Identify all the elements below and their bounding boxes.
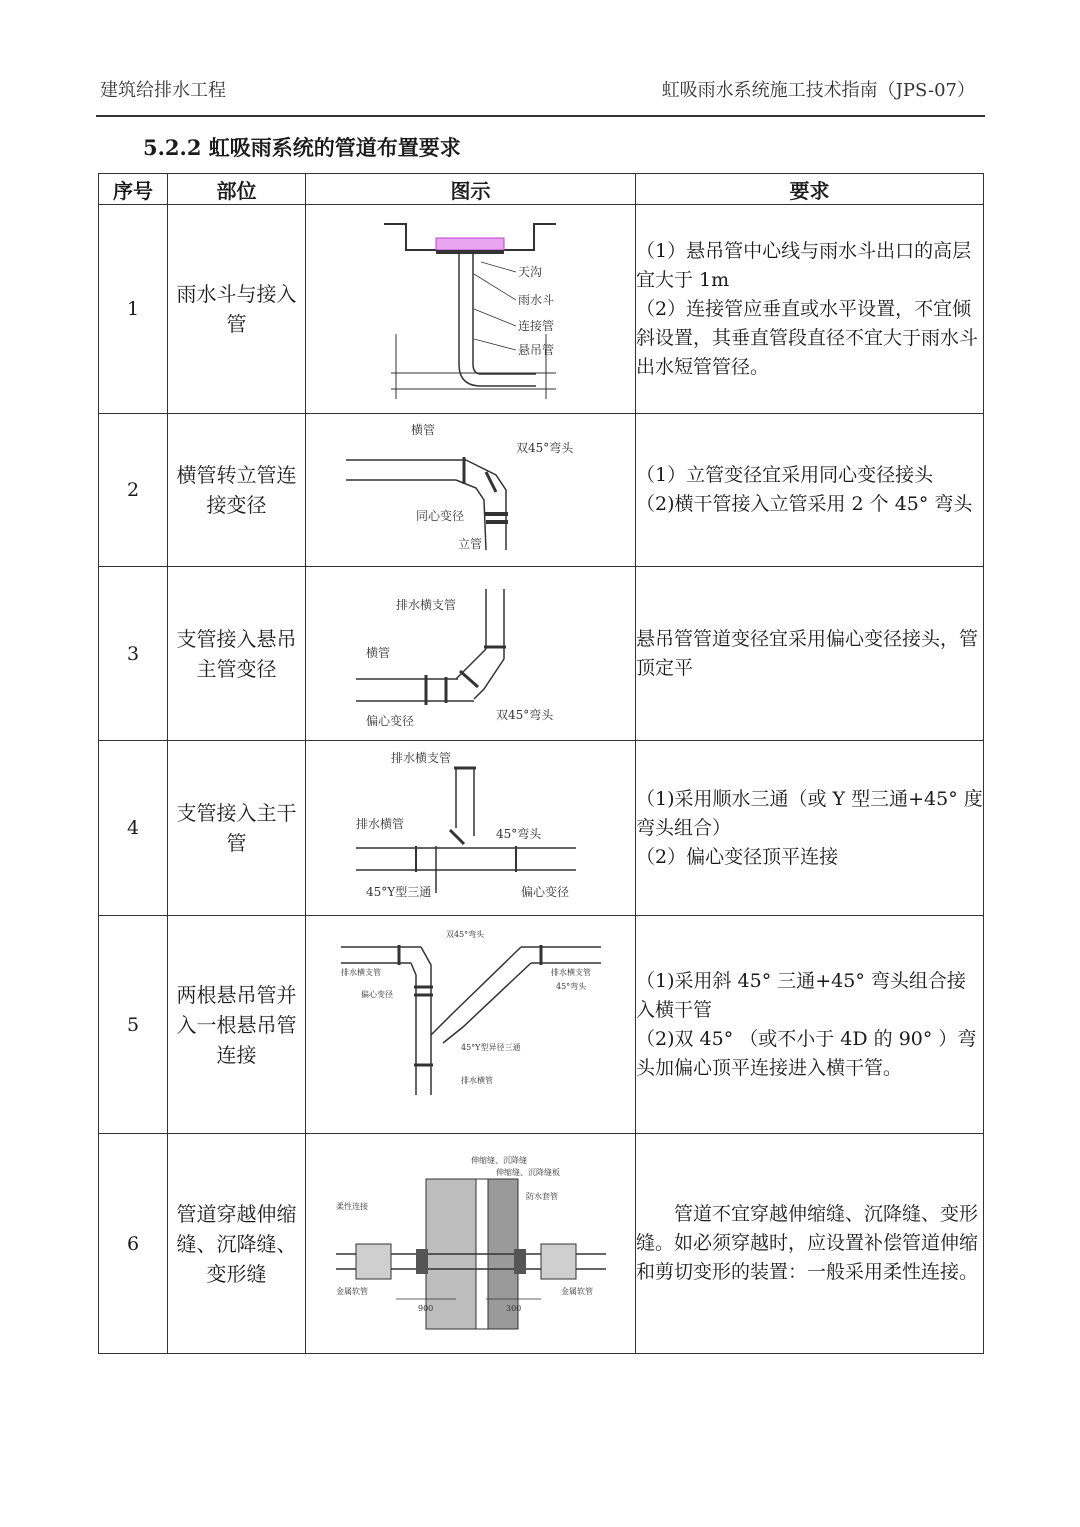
figure-label: 横管 bbox=[365, 645, 390, 660]
section-title: 5.2.2 虹吸雨系统的管道布置要求 bbox=[143, 135, 461, 160]
row-number: 5 bbox=[99, 916, 168, 1134]
figure-cell bbox=[306, 916, 636, 1134]
figure-label: 伸缩缝、沉降缝 bbox=[470, 1155, 527, 1165]
figure-label: 立管 bbox=[457, 537, 482, 551]
column-header-figure: 图示 bbox=[306, 174, 636, 205]
figure-label: 45°Y型异径三通 bbox=[460, 1042, 520, 1052]
figure-label: 连接管 bbox=[517, 319, 554, 333]
header-divider bbox=[96, 115, 985, 117]
figure-label: 45°弯头 bbox=[495, 827, 541, 841]
figure-label: 45°Y型三通 bbox=[365, 885, 431, 899]
requirement-text: （2）连接管应垂直或水平设置，不宜倾斜设置，其垂直管段直径不宜大于雨水斗出水短管管径。 bbox=[636, 297, 979, 378]
figure-label: 排水横支管 bbox=[390, 751, 451, 765]
requirement-text: （2)横干管接入立管采用 2 个 45° 弯头 bbox=[636, 493, 973, 515]
row-number: 6 bbox=[99, 1134, 168, 1354]
figure-cell bbox=[306, 414, 636, 567]
figure-label: 柔性连接 bbox=[335, 1201, 368, 1211]
figure-label: 金属软管 bbox=[335, 1286, 368, 1296]
figure-label: 双45°弯头 bbox=[515, 441, 573, 455]
header-right-title: 虹吸雨水系统施工技术指南（JPS-07） bbox=[661, 80, 975, 101]
column-header-num: 序号 bbox=[99, 174, 168, 205]
figure-cell bbox=[306, 567, 636, 741]
requirement-text: （1）立管变径宜采用同心变径接头 bbox=[636, 464, 934, 486]
layout-requirements-table bbox=[98, 173, 984, 1354]
figure-label: 悬吊管 bbox=[517, 343, 554, 357]
requirement-text: （2)双 45° （或不小于 4D 的 90° ）弯头加偏心顶平连接进入横干管。 bbox=[636, 1027, 977, 1079]
requirement-text: 管道不宜穿越伸缩缝、沉降缝、变形缝。如必须穿越时，应设置补偿管道伸缩和剪切变形的装置：一般采用柔性连接。 bbox=[636, 1203, 979, 1283]
row-number: 1 bbox=[99, 205, 168, 414]
row-number: 4 bbox=[99, 741, 168, 916]
requirement-cell bbox=[636, 916, 984, 1134]
requirement-text: （1)采用顺水三通（或 Y 型三通+45° 度弯头组合） bbox=[636, 787, 983, 839]
figure-label: 天沟 bbox=[517, 265, 542, 279]
column-header-requirement: 要求 bbox=[636, 174, 984, 205]
figure-cell bbox=[306, 741, 636, 916]
requirement-cell bbox=[636, 1134, 984, 1354]
table-row bbox=[99, 567, 984, 741]
requirement-text: （1）悬吊管中心线与雨水斗出口的高层宜大于 1m bbox=[636, 239, 972, 291]
figure-label: 排水横支管 bbox=[395, 597, 456, 612]
requirement-text: （2）偏心变径顶平连接 bbox=[636, 845, 839, 868]
row-number: 2 bbox=[99, 414, 168, 567]
figure-label: 同心变径 bbox=[415, 509, 464, 523]
figure-label: 排水横支管 bbox=[550, 967, 591, 977]
figure-label: 偏心变径 bbox=[520, 885, 569, 899]
two-hangers-merge-diagram bbox=[331, 925, 611, 1125]
figure-label: 金属软管 bbox=[560, 1286, 593, 1296]
figure-label: 伸缩缝、沉降缝板 bbox=[495, 1167, 560, 1177]
figure-label: 偏心变径 bbox=[360, 989, 393, 999]
figure-label: 45°弯头 bbox=[555, 981, 586, 991]
table-row bbox=[99, 741, 984, 916]
column-header-part: 部位 bbox=[168, 174, 306, 205]
rain-hopper-diagram bbox=[356, 214, 586, 404]
figure-label: 横管 bbox=[410, 423, 435, 437]
figure-label: 防水套管 bbox=[525, 1191, 558, 1201]
figure-label: 300 bbox=[505, 1303, 521, 1313]
row-number: 3 bbox=[99, 567, 168, 741]
figure-label: 双45°弯头 bbox=[445, 929, 484, 939]
figure-label: 900 bbox=[417, 1303, 433, 1313]
row-part: 雨水斗与接入管 bbox=[168, 205, 306, 414]
requirement-cell bbox=[636, 414, 984, 567]
table-row bbox=[99, 1134, 984, 1354]
requirement-text: （1)采用斜 45° 三通+45° 弯头组合接入横干管 bbox=[636, 969, 966, 1021]
figure-cell bbox=[306, 1134, 636, 1354]
branch-to-main-reducer-diagram bbox=[346, 579, 596, 729]
row-part: 两根悬吊管并入一根悬吊管连接 bbox=[168, 916, 306, 1134]
row-part: 支管接入主干管 bbox=[168, 741, 306, 916]
horizontal-to-vertical-diagram bbox=[336, 420, 606, 560]
table-row bbox=[99, 916, 984, 1134]
requirement-cell bbox=[636, 205, 984, 414]
table-row bbox=[99, 205, 984, 414]
requirement-text: 悬吊管管道变径宜采用偏心变径接头，管顶定平 bbox=[636, 627, 979, 679]
figure-label: 雨水斗 bbox=[517, 293, 554, 307]
figure-label: 排水横管 bbox=[355, 817, 404, 831]
figure-label: 排水横支管 bbox=[340, 967, 381, 977]
table-row bbox=[99, 414, 984, 567]
figure-label: 排水横管 bbox=[460, 1075, 493, 1085]
figure-cell bbox=[306, 205, 636, 414]
requirement-cell bbox=[636, 741, 984, 916]
row-part: 支管接入悬吊主管变径 bbox=[168, 567, 306, 741]
requirement-cell bbox=[636, 567, 984, 741]
figure-label: 偏心变径 bbox=[365, 713, 414, 728]
branch-to-trunk-diagram bbox=[346, 748, 596, 908]
row-part: 横管转立管连接变径 bbox=[168, 414, 306, 567]
figure-label: 双45°弯头 bbox=[495, 707, 553, 722]
table-header-row bbox=[99, 174, 984, 205]
row-part: 管道穿越伸缩缝、沉降缝、变形缝 bbox=[168, 1134, 306, 1354]
header-left-title: 建筑给排水工程 bbox=[100, 80, 226, 101]
expansion-joint-crossing-diagram bbox=[326, 1149, 616, 1339]
